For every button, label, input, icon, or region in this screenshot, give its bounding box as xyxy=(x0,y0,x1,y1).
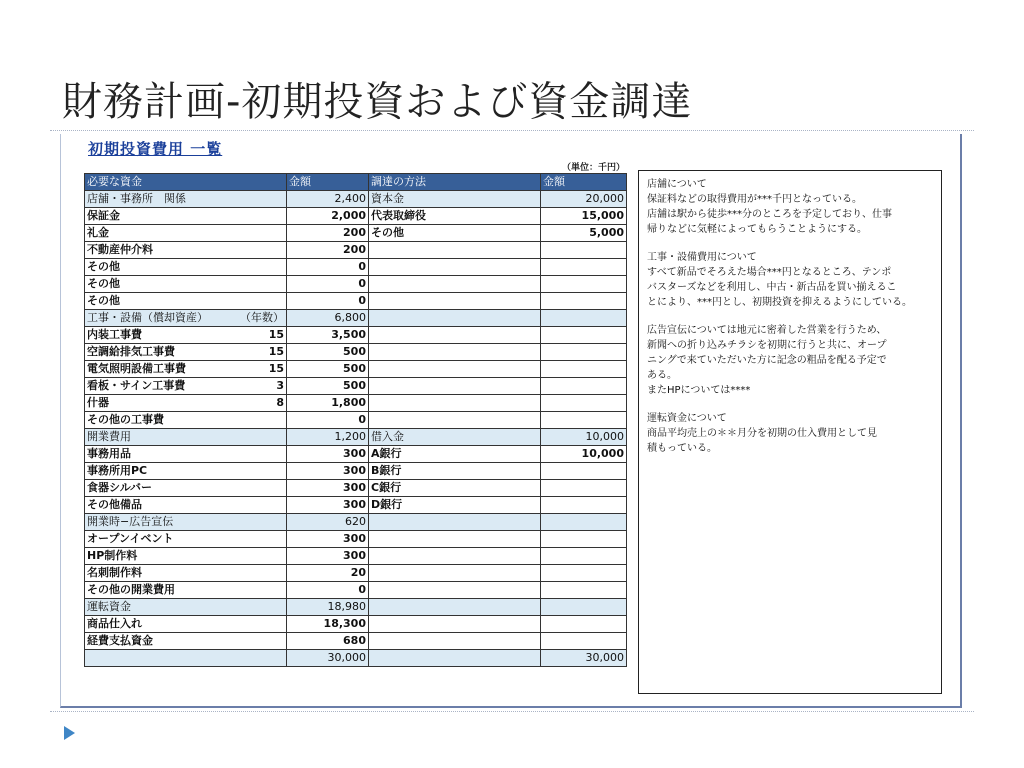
amount-cell: 2,000 xyxy=(287,208,369,225)
amount-cell: 300 xyxy=(287,548,369,565)
funding-cell xyxy=(541,293,627,310)
table-row xyxy=(85,378,627,395)
table-row xyxy=(85,276,627,293)
method-cell: C銀行 xyxy=(369,480,541,497)
note-line: またHPについては**** xyxy=(647,385,751,396)
amount-cell: 18,980 xyxy=(287,599,369,616)
amount-cell: 500 xyxy=(287,378,369,395)
table-row xyxy=(85,412,627,429)
item-label: 店舗・事務所 関係 xyxy=(87,192,186,205)
item-cell xyxy=(85,480,287,497)
table-row xyxy=(85,208,627,225)
funding-cell xyxy=(541,276,627,293)
method-cell: A銀行 xyxy=(369,446,541,463)
note-paragraph xyxy=(647,177,933,237)
funding-cell xyxy=(541,497,627,514)
method-cell: D銀行 xyxy=(369,497,541,514)
funding-cell: 10,000 xyxy=(541,446,627,463)
method-cell xyxy=(369,259,541,276)
funding-cell xyxy=(541,531,627,548)
table-row xyxy=(85,582,627,599)
table-row xyxy=(85,548,627,565)
item-label: その他 xyxy=(87,260,120,273)
amount-cell: 0 xyxy=(287,293,369,310)
table-row xyxy=(85,650,627,667)
funding-cell xyxy=(541,361,627,378)
note-paragraph xyxy=(647,250,933,310)
amount-cell: 0 xyxy=(287,412,369,429)
method-cell xyxy=(369,582,541,599)
funding-cell: 10,000 xyxy=(541,429,627,446)
item-label: 商品仕入れ xyxy=(87,617,142,630)
play-icon xyxy=(64,726,75,740)
table-row xyxy=(85,480,627,497)
item-cell xyxy=(85,531,287,548)
years-label: 15 xyxy=(268,362,284,375)
funding-cell xyxy=(541,242,627,259)
funding-cell xyxy=(541,463,627,480)
item-label: 電気照明設備工事費 xyxy=(87,362,186,375)
funding-cell xyxy=(541,514,627,531)
table-row xyxy=(85,599,627,616)
method-cell xyxy=(369,378,541,395)
years-label: 15 xyxy=(268,328,284,341)
item-cell xyxy=(85,259,287,276)
item-label: オープンイベント xyxy=(87,532,174,545)
table-row xyxy=(85,259,627,276)
method-cell xyxy=(369,276,541,293)
method-cell xyxy=(369,242,541,259)
table-row xyxy=(85,565,627,582)
funding-cell xyxy=(541,633,627,650)
amount-cell: 18,300 xyxy=(287,616,369,633)
item-cell xyxy=(85,395,287,412)
funding-cell xyxy=(541,480,627,497)
method-cell: 借入金 xyxy=(369,429,541,446)
method-cell xyxy=(369,412,541,429)
header-cell: 金額 xyxy=(541,174,627,191)
amount-cell: 6,800 xyxy=(287,310,369,327)
item-cell xyxy=(85,514,287,531)
item-cell xyxy=(85,565,287,582)
amount-cell: 500 xyxy=(287,361,369,378)
amount-cell: 2,400 xyxy=(287,191,369,208)
item-cell xyxy=(85,242,287,259)
note-line: バスターズなどを利用し、中古・新古品を買い揃えるこ xyxy=(647,282,897,293)
item-label: その他の工事費 xyxy=(87,413,164,426)
amount-cell: 500 xyxy=(287,344,369,361)
method-cell xyxy=(369,395,541,412)
table-title: 初期投資費用 一覧 xyxy=(88,140,223,158)
item-label: その他の開業費用 xyxy=(87,583,175,596)
amount-cell: 0 xyxy=(287,259,369,276)
method-cell xyxy=(369,633,541,650)
funding-cell xyxy=(541,616,627,633)
amount-cell: 680 xyxy=(287,633,369,650)
note-paragraph xyxy=(647,323,933,398)
method-cell xyxy=(369,616,541,633)
note-line: 店舗は駅から徒歩***分のところを予定しており、仕事 xyxy=(647,209,892,220)
item-label: 開業時−広告宣伝 xyxy=(87,515,174,528)
amount-cell: 300 xyxy=(287,531,369,548)
bottom-divider xyxy=(50,711,974,712)
amount-cell: 200 xyxy=(287,225,369,242)
note-paragraph xyxy=(647,411,933,456)
item-cell xyxy=(85,463,287,480)
funding-cell xyxy=(541,259,627,276)
method-cell: 代表取締役 xyxy=(369,208,541,225)
table-row xyxy=(85,344,627,361)
funding-cell xyxy=(541,310,627,327)
table-row xyxy=(85,225,627,242)
table-row xyxy=(85,531,627,548)
item-cell xyxy=(85,225,287,242)
item-cell xyxy=(85,327,287,344)
table-row xyxy=(85,293,627,310)
table-header-row xyxy=(85,174,627,191)
table-row xyxy=(85,429,627,446)
item-cell xyxy=(85,191,287,208)
note-line: 保証料などの取得費用が***千円となっている。 xyxy=(647,194,862,205)
item-cell xyxy=(85,276,287,293)
method-cell xyxy=(369,565,541,582)
table-row xyxy=(85,327,627,344)
amount-cell: 300 xyxy=(287,446,369,463)
note-line: すべて新品でそろえた場合***円となるところ、テンポ xyxy=(647,267,892,278)
item-cell xyxy=(85,293,287,310)
amount-cell: 620 xyxy=(287,514,369,531)
method-cell: B銀行 xyxy=(369,463,541,480)
amount-cell: 300 xyxy=(287,480,369,497)
method-cell xyxy=(369,344,541,361)
item-cell xyxy=(85,599,287,616)
item-label: HP制作料 xyxy=(87,549,138,562)
funding-cell: 5,000 xyxy=(541,225,627,242)
years-label: 15 xyxy=(268,345,284,358)
item-label: 什器 xyxy=(87,396,109,409)
unit-label: （単位：千円） xyxy=(562,163,626,173)
funding-cell xyxy=(541,412,627,429)
item-label: 食器シルバー xyxy=(87,481,152,494)
item-label: 看板・サイン工事費 xyxy=(87,379,186,392)
header-cell: 必要な資金 xyxy=(85,174,287,191)
method-cell xyxy=(369,293,541,310)
table-row xyxy=(85,616,627,633)
table-row xyxy=(85,633,627,650)
slide-title: 財務計画-初期投資および資金調達 xyxy=(62,79,693,125)
method-cell: 資本金 xyxy=(369,191,541,208)
table-row xyxy=(85,361,627,378)
item-cell xyxy=(85,616,287,633)
item-cell xyxy=(85,497,287,514)
item-label: 運転資金 xyxy=(87,600,131,613)
method-cell xyxy=(369,548,541,565)
funding-cell xyxy=(541,582,627,599)
item-cell xyxy=(85,633,287,650)
amount-cell: 20 xyxy=(287,565,369,582)
table-row xyxy=(85,463,627,480)
amount-cell: 300 xyxy=(287,497,369,514)
item-label: 事務所用PC xyxy=(87,464,148,477)
table-row xyxy=(85,310,627,327)
method-cell xyxy=(369,599,541,616)
funding-cell: 30,000 xyxy=(541,650,627,667)
years-label: 8 xyxy=(276,396,284,409)
item-label: 内装工事費 xyxy=(87,328,142,341)
note-line: 商品平均売上の＊＊月分を初期の仕入費用として見 xyxy=(647,428,877,439)
funding-cell xyxy=(541,599,627,616)
amount-cell: 0 xyxy=(287,276,369,293)
amount-cell: 30,000 xyxy=(287,650,369,667)
method-cell xyxy=(369,531,541,548)
item-cell xyxy=(85,582,287,599)
amount-cell: 300 xyxy=(287,463,369,480)
item-cell xyxy=(85,378,287,395)
amount-cell: 0 xyxy=(287,582,369,599)
method-cell xyxy=(369,327,541,344)
investment-table xyxy=(84,173,627,667)
note-line: 新聞への折り込みチラシを初期に行うと共に、オープ xyxy=(647,340,887,351)
item-cell xyxy=(85,208,287,225)
item-label: 空調給排気工事費 xyxy=(87,345,175,358)
method-cell xyxy=(369,310,541,327)
table-row xyxy=(85,497,627,514)
method-cell xyxy=(369,514,541,531)
table-row xyxy=(85,446,627,463)
item-label: 開業費用 xyxy=(87,430,131,443)
funding-cell xyxy=(541,548,627,565)
amount-cell: 1,200 xyxy=(287,429,369,446)
amount-cell: 1,800 xyxy=(287,395,369,412)
method-cell: その他 xyxy=(369,225,541,242)
item-label: 礼金 xyxy=(87,226,109,239)
item-cell xyxy=(85,650,287,667)
item-label: その他 xyxy=(87,277,120,290)
table-row xyxy=(85,514,627,531)
item-cell xyxy=(85,429,287,446)
notes-panel xyxy=(638,170,942,694)
table-row xyxy=(85,191,627,208)
amount-cell: 200 xyxy=(287,242,369,259)
item-cell xyxy=(85,446,287,463)
funding-cell xyxy=(541,395,627,412)
item-label: その他備品 xyxy=(87,498,142,511)
item-label: 事務用品 xyxy=(87,447,131,460)
item-label: 不動産仲介料 xyxy=(87,243,153,256)
funding-cell: 15,000 xyxy=(541,208,627,225)
header-cell: 金額 xyxy=(287,174,369,191)
item-cell xyxy=(85,412,287,429)
funding-cell xyxy=(541,327,627,344)
item-label: その他 xyxy=(87,294,120,307)
amount-cell: 3,500 xyxy=(287,327,369,344)
method-cell xyxy=(369,650,541,667)
method-cell xyxy=(369,361,541,378)
item-label: 保証金 xyxy=(87,209,120,222)
funding-cell xyxy=(541,565,627,582)
table-row xyxy=(85,242,627,259)
funding-cell: 20,000 xyxy=(541,191,627,208)
item-label: 工事・設備（償却資産） xyxy=(87,311,208,324)
note-line: 工事・設備費用について xyxy=(647,252,757,263)
item-label: 名刺制作料 xyxy=(87,566,142,579)
note-line: ニングで来ていただいた方に記念の粗品を配る予定で xyxy=(647,355,887,366)
item-cell xyxy=(85,310,287,327)
item-cell xyxy=(85,548,287,565)
note-line: 店舗について xyxy=(647,179,707,190)
table-row xyxy=(85,395,627,412)
note-line: 帰りなどに気軽によってもらうことようにする。 xyxy=(647,224,867,235)
note-line: 積もっている。 xyxy=(647,443,717,454)
header-cell: 調達の方法 xyxy=(369,174,541,191)
years-label: （年数） xyxy=(240,311,284,324)
note-line: ある。 xyxy=(647,370,677,381)
note-line: 広告宣伝については地元に密着した営業を行うため、 xyxy=(647,325,887,336)
item-label: 経費支払資金 xyxy=(87,634,153,647)
note-line: 運転資金について xyxy=(647,413,727,424)
top-divider xyxy=(50,130,974,131)
funding-cell xyxy=(541,344,627,361)
item-cell xyxy=(85,344,287,361)
years-label: 3 xyxy=(276,379,284,392)
funding-cell xyxy=(541,378,627,395)
note-line: とにより、***円とし、初期投資を抑えるようにしている。 xyxy=(647,297,912,308)
item-cell xyxy=(85,361,287,378)
